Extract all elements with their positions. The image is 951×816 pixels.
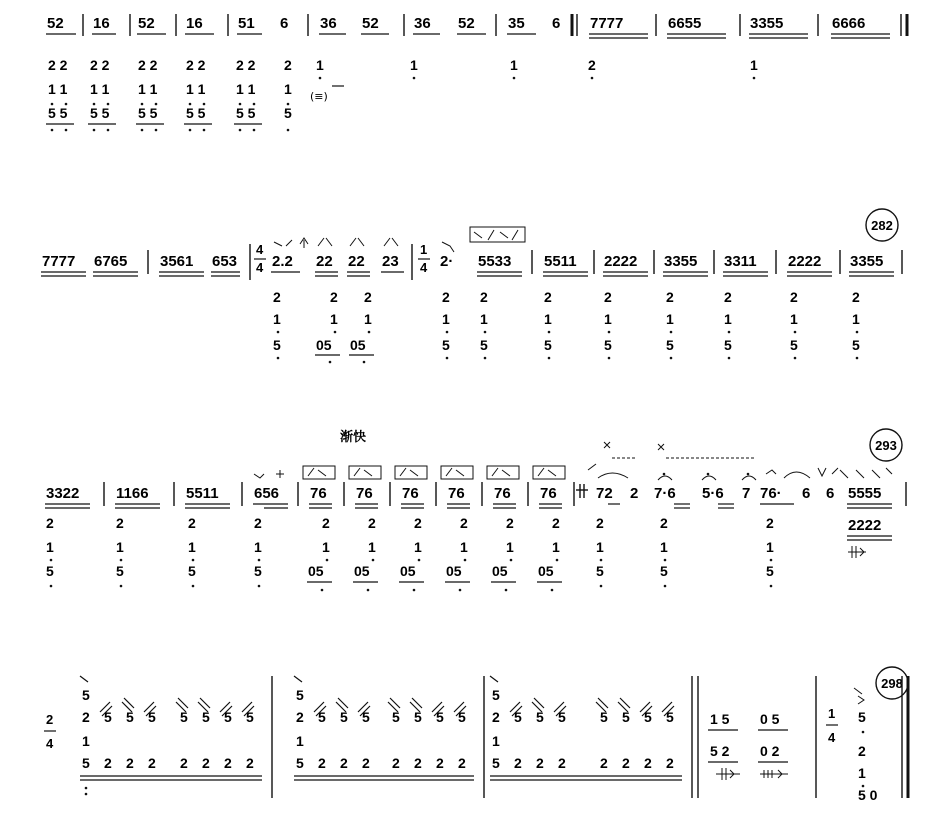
note-group: 52 bbox=[458, 15, 475, 32]
upper-note: 5 bbox=[148, 709, 156, 725]
chord-note: 5 bbox=[116, 563, 124, 579]
chord-note: 5 bbox=[284, 105, 292, 121]
final-note: 5 0 bbox=[858, 787, 878, 803]
chord-note: 2 bbox=[552, 515, 560, 531]
chord-note: 5 bbox=[596, 563, 604, 579]
lower-note: 2 bbox=[224, 755, 232, 771]
chord-note: 1 bbox=[544, 311, 552, 327]
note-group: 3311 bbox=[724, 253, 757, 270]
held-note: 1 bbox=[316, 57, 324, 73]
chord-note: 2 bbox=[666, 289, 674, 305]
chord-note: 2 bbox=[322, 515, 330, 531]
chord-note: 5 5 bbox=[48, 105, 68, 121]
lower-note: 2 bbox=[458, 755, 466, 771]
chord-note: 5 5 bbox=[90, 105, 110, 121]
note-group: 6 bbox=[802, 485, 811, 502]
chord-note: 2 bbox=[364, 289, 372, 305]
line-1 bbox=[46, 14, 907, 131]
stack-note: 5 bbox=[492, 687, 500, 703]
chord-note: 05 bbox=[316, 337, 332, 353]
chord-note: 2 bbox=[852, 289, 860, 305]
note-group: 2222 bbox=[604, 253, 638, 270]
final-note: 5 bbox=[858, 709, 866, 725]
upper-note: 5 bbox=[414, 709, 422, 725]
chord-note: 2 bbox=[604, 289, 612, 305]
chord-note: 1 bbox=[368, 539, 376, 555]
note-group: 22 bbox=[316, 253, 333, 270]
note-group: 6 bbox=[280, 15, 289, 32]
tempo-marking: 渐快 bbox=[340, 430, 367, 445]
held-note: 1 bbox=[510, 57, 518, 73]
ornament-marks bbox=[254, 442, 892, 480]
chord-note: 2 bbox=[254, 515, 262, 531]
note-group: 7 bbox=[742, 485, 751, 502]
chord-note: 2 bbox=[596, 515, 604, 531]
note-group: 2 bbox=[630, 485, 639, 502]
upper-note: 5 bbox=[126, 709, 134, 725]
time-signature: 4 bbox=[46, 736, 54, 751]
lower-note: 2 bbox=[318, 755, 326, 771]
chord-note: 1 bbox=[724, 311, 732, 327]
upper-note: 5 bbox=[644, 709, 652, 725]
pair-note: 0 2 bbox=[760, 743, 780, 759]
time-signature: 4 bbox=[828, 730, 836, 745]
chord-note: 1 bbox=[604, 311, 612, 327]
note-group: 36 bbox=[414, 15, 431, 32]
chord-note: 2 2 bbox=[186, 57, 206, 73]
lower-note: 2 bbox=[558, 755, 566, 771]
time-signature: 4 bbox=[256, 260, 264, 275]
measure-number: 293 bbox=[875, 438, 897, 453]
tremolo-slashes bbox=[80, 676, 674, 716]
pair-note: 5 2 bbox=[710, 743, 730, 759]
upper-note: 5 bbox=[224, 709, 232, 725]
final-note: 1 bbox=[858, 765, 866, 781]
note-group: 7777 bbox=[42, 253, 76, 270]
upper-note: 5 bbox=[622, 709, 630, 725]
pair-note: 1 5 bbox=[710, 711, 730, 727]
note-group: 5533 bbox=[478, 253, 512, 270]
chord-note: 1 1 bbox=[48, 81, 68, 97]
upper-note: 5 bbox=[202, 709, 210, 725]
held-note: 1 bbox=[410, 57, 418, 73]
chord-note: 1 bbox=[330, 311, 338, 327]
chord-note: 5 bbox=[852, 337, 860, 353]
line-3 bbox=[45, 429, 906, 591]
chord-note: 5 bbox=[666, 337, 674, 353]
chord-note: 2 bbox=[188, 515, 196, 531]
lower-note: 2 bbox=[514, 755, 522, 771]
chord-note: 2 2 bbox=[236, 57, 256, 73]
measure-number: 298 bbox=[881, 676, 903, 691]
tremolo-mark bbox=[716, 768, 788, 780]
chord-note: 1 bbox=[46, 539, 54, 555]
chord-note: 2 bbox=[544, 289, 552, 305]
accent-mark bbox=[854, 688, 864, 704]
note-group: 6 bbox=[552, 15, 561, 32]
chord-note: 1 bbox=[666, 311, 674, 327]
chord-note: 2 2 bbox=[138, 57, 158, 73]
tremolo-group: 2222 bbox=[848, 517, 882, 534]
chord-note: 5 5 bbox=[236, 105, 256, 121]
upper-note: 5 bbox=[600, 709, 608, 725]
note-group: 7777 bbox=[590, 15, 624, 32]
note-group: 51 bbox=[238, 15, 255, 32]
lower-note: 2 bbox=[392, 755, 400, 771]
lower-note: 2 bbox=[436, 755, 444, 771]
note-group: 656 bbox=[254, 485, 280, 502]
stack-note: 5 bbox=[492, 755, 500, 771]
chord-note: 05 bbox=[538, 563, 554, 579]
chord-note: 2 bbox=[330, 289, 338, 305]
note-group: 5511 bbox=[544, 253, 577, 270]
chord-note: 2 bbox=[460, 515, 468, 531]
chord-note: 2 bbox=[724, 289, 732, 305]
chord-note: 2 bbox=[442, 289, 450, 305]
note-group: 6655 bbox=[668, 15, 702, 32]
chord-stack bbox=[46, 515, 774, 591]
lower-note: 2 bbox=[246, 755, 254, 771]
stack-note: 5 bbox=[82, 755, 90, 771]
stack-note: 1 bbox=[296, 733, 304, 749]
time-signature: 1 bbox=[828, 706, 836, 721]
upper-note: 5 bbox=[514, 709, 522, 725]
chord-note: 1 bbox=[442, 311, 450, 327]
chord-note: 2 2 bbox=[90, 57, 110, 73]
chord-note: 5 bbox=[604, 337, 612, 353]
upper-note: 5 bbox=[180, 709, 188, 725]
upper-note: 5 bbox=[392, 709, 400, 725]
chord-note: 1 bbox=[254, 539, 262, 555]
chord-note: 2 bbox=[368, 515, 376, 531]
stack-note: 2 bbox=[82, 709, 90, 725]
chord-note: 1 bbox=[116, 539, 124, 555]
note-group: 72 bbox=[596, 485, 613, 502]
chord-stack bbox=[273, 289, 860, 363]
note-group: 3322 bbox=[46, 485, 80, 502]
chord-note: 5 bbox=[254, 563, 262, 579]
chord-note: 05 bbox=[400, 563, 416, 579]
lower-note: 2 bbox=[126, 755, 134, 771]
chord-note: 1 1 bbox=[236, 81, 256, 97]
stack-note: 1 bbox=[82, 733, 90, 749]
pair-note: 0 5 bbox=[760, 711, 780, 727]
lower-note: 2 bbox=[666, 755, 674, 771]
held-note: 2 bbox=[588, 57, 596, 73]
chord-note: 05 bbox=[354, 563, 370, 579]
lower-note: 2 bbox=[362, 755, 370, 771]
note-group: 52 bbox=[47, 15, 64, 32]
note-group: 22 bbox=[348, 253, 365, 270]
note-group: 2222 bbox=[788, 253, 822, 270]
note-group: 76 bbox=[494, 485, 511, 502]
chord-note: 1 bbox=[596, 539, 604, 555]
chord-note: 2 bbox=[273, 289, 281, 305]
chord-note: 1 bbox=[790, 311, 798, 327]
lower-note: 2 bbox=[622, 755, 630, 771]
note-group: 76· bbox=[760, 485, 782, 502]
lower-note: 2 bbox=[644, 755, 652, 771]
chord-note: 1 bbox=[364, 311, 372, 327]
stack-note: 1 bbox=[492, 733, 500, 749]
chord-note: 1 bbox=[284, 81, 292, 97]
time-signature: 4 bbox=[420, 260, 428, 275]
chord-note: 05 bbox=[446, 563, 462, 579]
chord-note: 1 bbox=[273, 311, 281, 327]
note-group: 6666 bbox=[832, 15, 866, 32]
ornament-marks bbox=[274, 227, 525, 252]
upper-note: 5 bbox=[436, 709, 444, 725]
lower-note: 2 bbox=[202, 755, 210, 771]
chord-note: 1 bbox=[660, 539, 668, 555]
chord-note: 05 bbox=[492, 563, 508, 579]
upper-note: 5 bbox=[340, 709, 348, 725]
stack-note: 2 bbox=[296, 709, 304, 725]
lower-note: 2 bbox=[536, 755, 544, 771]
pluck-mark: (≡) bbox=[310, 90, 328, 103]
chord-note: 5 bbox=[724, 337, 732, 353]
note-group: 5·6 bbox=[702, 485, 724, 502]
upper-note: 5 bbox=[362, 709, 370, 725]
tremolo-measure-3 bbox=[492, 687, 674, 771]
chord-note: 5 bbox=[188, 563, 196, 579]
note-group: 36 bbox=[320, 15, 337, 32]
lower-note: 2 bbox=[414, 755, 422, 771]
tremolo-measure-1 bbox=[82, 687, 254, 771]
lower-note: 2 bbox=[104, 755, 112, 771]
note-group: 76 bbox=[356, 485, 373, 502]
chord-stack bbox=[46, 57, 292, 131]
chord-note: 2 bbox=[284, 57, 292, 73]
bar-lines bbox=[83, 14, 907, 36]
note-group: 653 bbox=[212, 253, 238, 270]
time-signature: 2 bbox=[46, 712, 54, 727]
chord-note: 1 bbox=[188, 539, 196, 555]
note-group: 52 bbox=[362, 15, 379, 32]
note-group: 76 bbox=[402, 485, 419, 502]
chord-note: 2 bbox=[414, 515, 422, 531]
held-note: 1 bbox=[750, 57, 758, 73]
note-group: 16 bbox=[186, 15, 203, 32]
stack-note: 5 bbox=[296, 755, 304, 771]
chord-note: 5 bbox=[790, 337, 798, 353]
line-4 bbox=[44, 667, 908, 803]
tremolo-mark bbox=[848, 546, 866, 558]
stack-note: 5 bbox=[82, 687, 90, 703]
note-group: 76 bbox=[310, 485, 327, 502]
lower-note: 2 bbox=[180, 755, 188, 771]
upper-note: 5 bbox=[246, 709, 254, 725]
chord-note: 1 1 bbox=[138, 81, 158, 97]
time-signature: 1 bbox=[420, 242, 428, 257]
chord-note: 1 1 bbox=[186, 81, 206, 97]
chord-note: 1 bbox=[414, 539, 422, 555]
underlines bbox=[41, 272, 894, 276]
note-group: 3355 bbox=[850, 253, 884, 270]
chord-note: 2 2 bbox=[48, 57, 68, 73]
chord-note: 1 bbox=[480, 311, 488, 327]
upper-note: 5 bbox=[558, 709, 566, 725]
chord-note: 5 5 bbox=[186, 105, 206, 121]
chord-note: 5 bbox=[442, 337, 450, 353]
chord-note: 1 bbox=[766, 539, 774, 555]
stack-note: 5 bbox=[296, 687, 304, 703]
chord-note: 1 bbox=[852, 311, 860, 327]
note-group: 16 bbox=[93, 15, 110, 32]
note-group: 76 bbox=[448, 485, 465, 502]
upper-note: 5 bbox=[458, 709, 466, 725]
chord-note: 2 bbox=[116, 515, 124, 531]
note-group: 6 bbox=[826, 485, 835, 502]
note-group: 2.2 bbox=[272, 253, 293, 270]
note-group: 76 bbox=[540, 485, 557, 502]
note-group: 23 bbox=[382, 253, 399, 270]
chord-note: 1 1 bbox=[90, 81, 110, 97]
time-signature: 4 bbox=[256, 242, 264, 257]
chord-note: 2 bbox=[766, 515, 774, 531]
note-group: 3355 bbox=[664, 253, 698, 270]
chord-note: 1 bbox=[322, 539, 330, 555]
chord-note: 2 bbox=[790, 289, 798, 305]
chord-note: 2 bbox=[506, 515, 514, 531]
chord-note: 5 5 bbox=[138, 105, 158, 121]
line-2 bbox=[41, 209, 902, 363]
chord-note: 5 bbox=[480, 337, 488, 353]
tremolo-measure-2 bbox=[296, 687, 466, 771]
chord-note: 2 bbox=[660, 515, 668, 531]
lower-note: 2 bbox=[600, 755, 608, 771]
measure-number: 282 bbox=[871, 218, 893, 233]
note-group: 2· bbox=[440, 253, 454, 270]
chord-note: 1 bbox=[506, 539, 514, 555]
note-group: 7·6 bbox=[654, 485, 676, 502]
underlines bbox=[45, 504, 892, 508]
note-group: 5555 bbox=[848, 485, 882, 502]
note-group: 3355 bbox=[750, 15, 784, 32]
note-group: 5511 bbox=[186, 485, 219, 502]
chord-note: 5 bbox=[273, 337, 281, 353]
note-group: 6765 bbox=[94, 253, 128, 270]
chord-note: 1 bbox=[460, 539, 468, 555]
final-note: 2 bbox=[858, 743, 866, 759]
chord-note: 5 bbox=[766, 563, 774, 579]
chord-note: 1 bbox=[552, 539, 560, 555]
chord-note: 2 bbox=[480, 289, 488, 305]
chord-note: 05 bbox=[308, 563, 324, 579]
underlines bbox=[80, 776, 682, 780]
note-group: 1166 bbox=[116, 485, 149, 502]
chord-note: 2 bbox=[46, 515, 54, 531]
lower-note: 2 bbox=[340, 755, 348, 771]
note-group: 3561 bbox=[160, 253, 194, 270]
upper-note: 5 bbox=[536, 709, 544, 725]
chord-note: 5 bbox=[46, 563, 54, 579]
note-group: 52 bbox=[138, 15, 155, 32]
chord-note: 5 bbox=[544, 337, 552, 353]
lower-note: 2 bbox=[148, 755, 156, 771]
upper-note: 5 bbox=[318, 709, 326, 725]
note-group: 35 bbox=[508, 15, 525, 32]
stack-note: 2 bbox=[492, 709, 500, 725]
upper-note: 5 bbox=[666, 709, 674, 725]
chord-note: 5 bbox=[660, 563, 668, 579]
underlines bbox=[46, 34, 890, 38]
chord-note: 05 bbox=[350, 337, 366, 353]
upper-note: 5 bbox=[104, 709, 112, 725]
